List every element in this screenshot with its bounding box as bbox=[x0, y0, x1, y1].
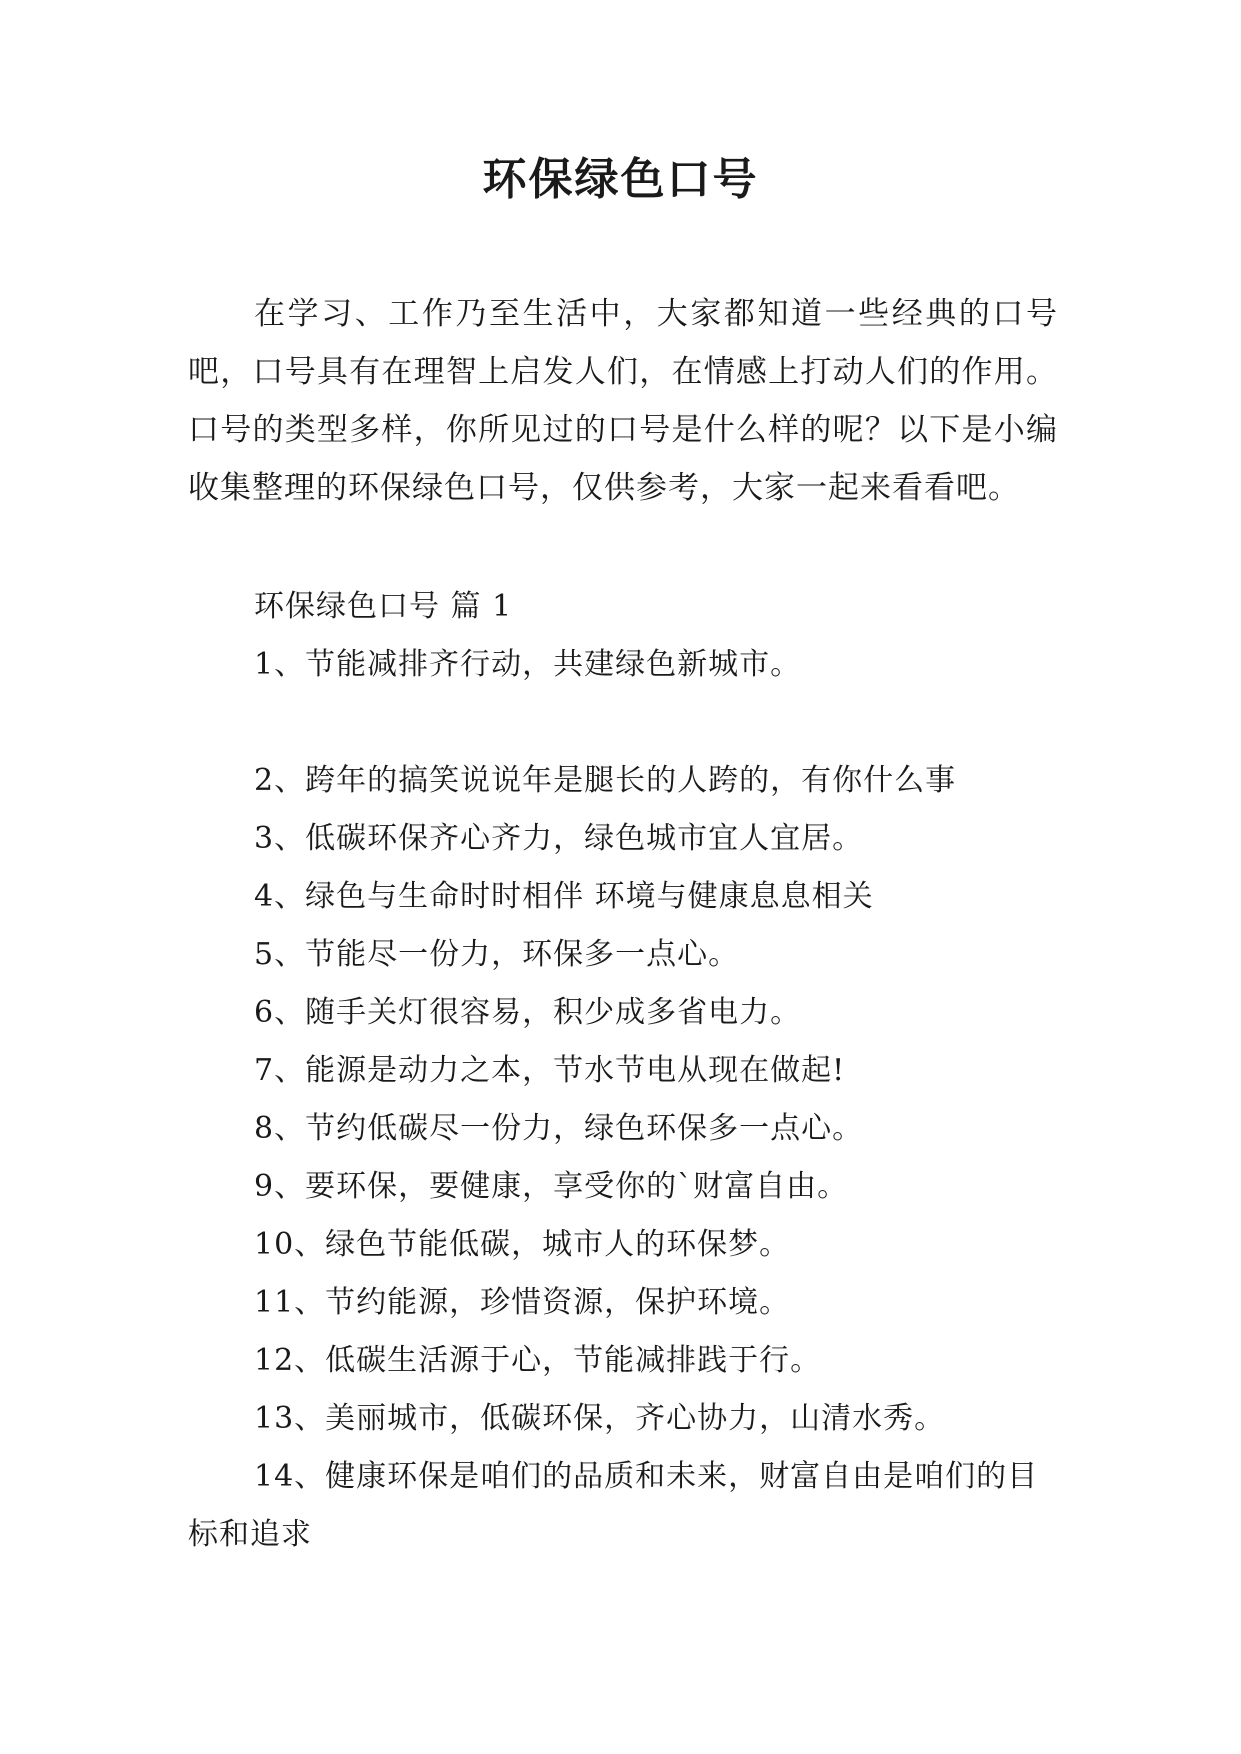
slogan-item: 13、美丽城市，低碳环保，齐心协力，山清水秀。 bbox=[254, 1401, 946, 1436]
intro-paragraph: 在学习、工作乃至生活中，大家都知道一些经典的口号吧，口号具有在理智上启发人们，在情感上打动人们的作用。口号的类型多样，你所见过的口号是什么样的呢？以下是小编收集整理的环保绿色口号，仅供参考，大家一起来看看吧。 bbox=[188, 296, 1058, 506]
slogan-item: 3、低碳环保齐心齐力，绿色城市宜人宜居。 bbox=[254, 821, 864, 856]
slogan-item: 10、绿色节能低碳，城市人的环保梦。 bbox=[254, 1227, 791, 1262]
section-heading: 环保绿色口号 篇 1 bbox=[254, 589, 513, 624]
slogan-item: 6、随手关灯很容易，积少成多省电力。 bbox=[254, 995, 802, 1030]
slogan-item: 5、节能尽一份力，环保多一点心。 bbox=[254, 937, 740, 972]
slogan-item: 9、要环保，要健康，享受你的`财富自由。 bbox=[254, 1169, 849, 1204]
slogan-item: 14、健康环保是咱们的品质和未来，财富自由是咱们的目标和追求 bbox=[188, 1459, 1039, 1552]
slogan-item: 8、节约低碳尽一份力，绿色环保多一点心。 bbox=[254, 1111, 864, 1146]
slogan-item: 12、低碳生活源于心，节能减排践于行。 bbox=[254, 1343, 822, 1378]
slogan-item: 1、节能减排齐行动，共建绿色新城市。 bbox=[254, 647, 802, 682]
slogan-item: 7、能源是动力之本，节水节电从现在做起! bbox=[254, 1053, 846, 1088]
page-title: 环保绿色口号 bbox=[482, 154, 759, 205]
slogan-list bbox=[188, 636, 1058, 1564]
slogan-item: 11、节约能源，珍惜资源，保护环境。 bbox=[254, 1285, 791, 1320]
slogan-item: 2、跨年的搞笑说说年是腿长的人跨的，有你什么事 bbox=[254, 763, 957, 798]
slogan-item: 4、绿色与生命时时相伴 环境与健康息息相关 bbox=[254, 879, 874, 914]
slogan-section bbox=[188, 578, 1058, 1564]
